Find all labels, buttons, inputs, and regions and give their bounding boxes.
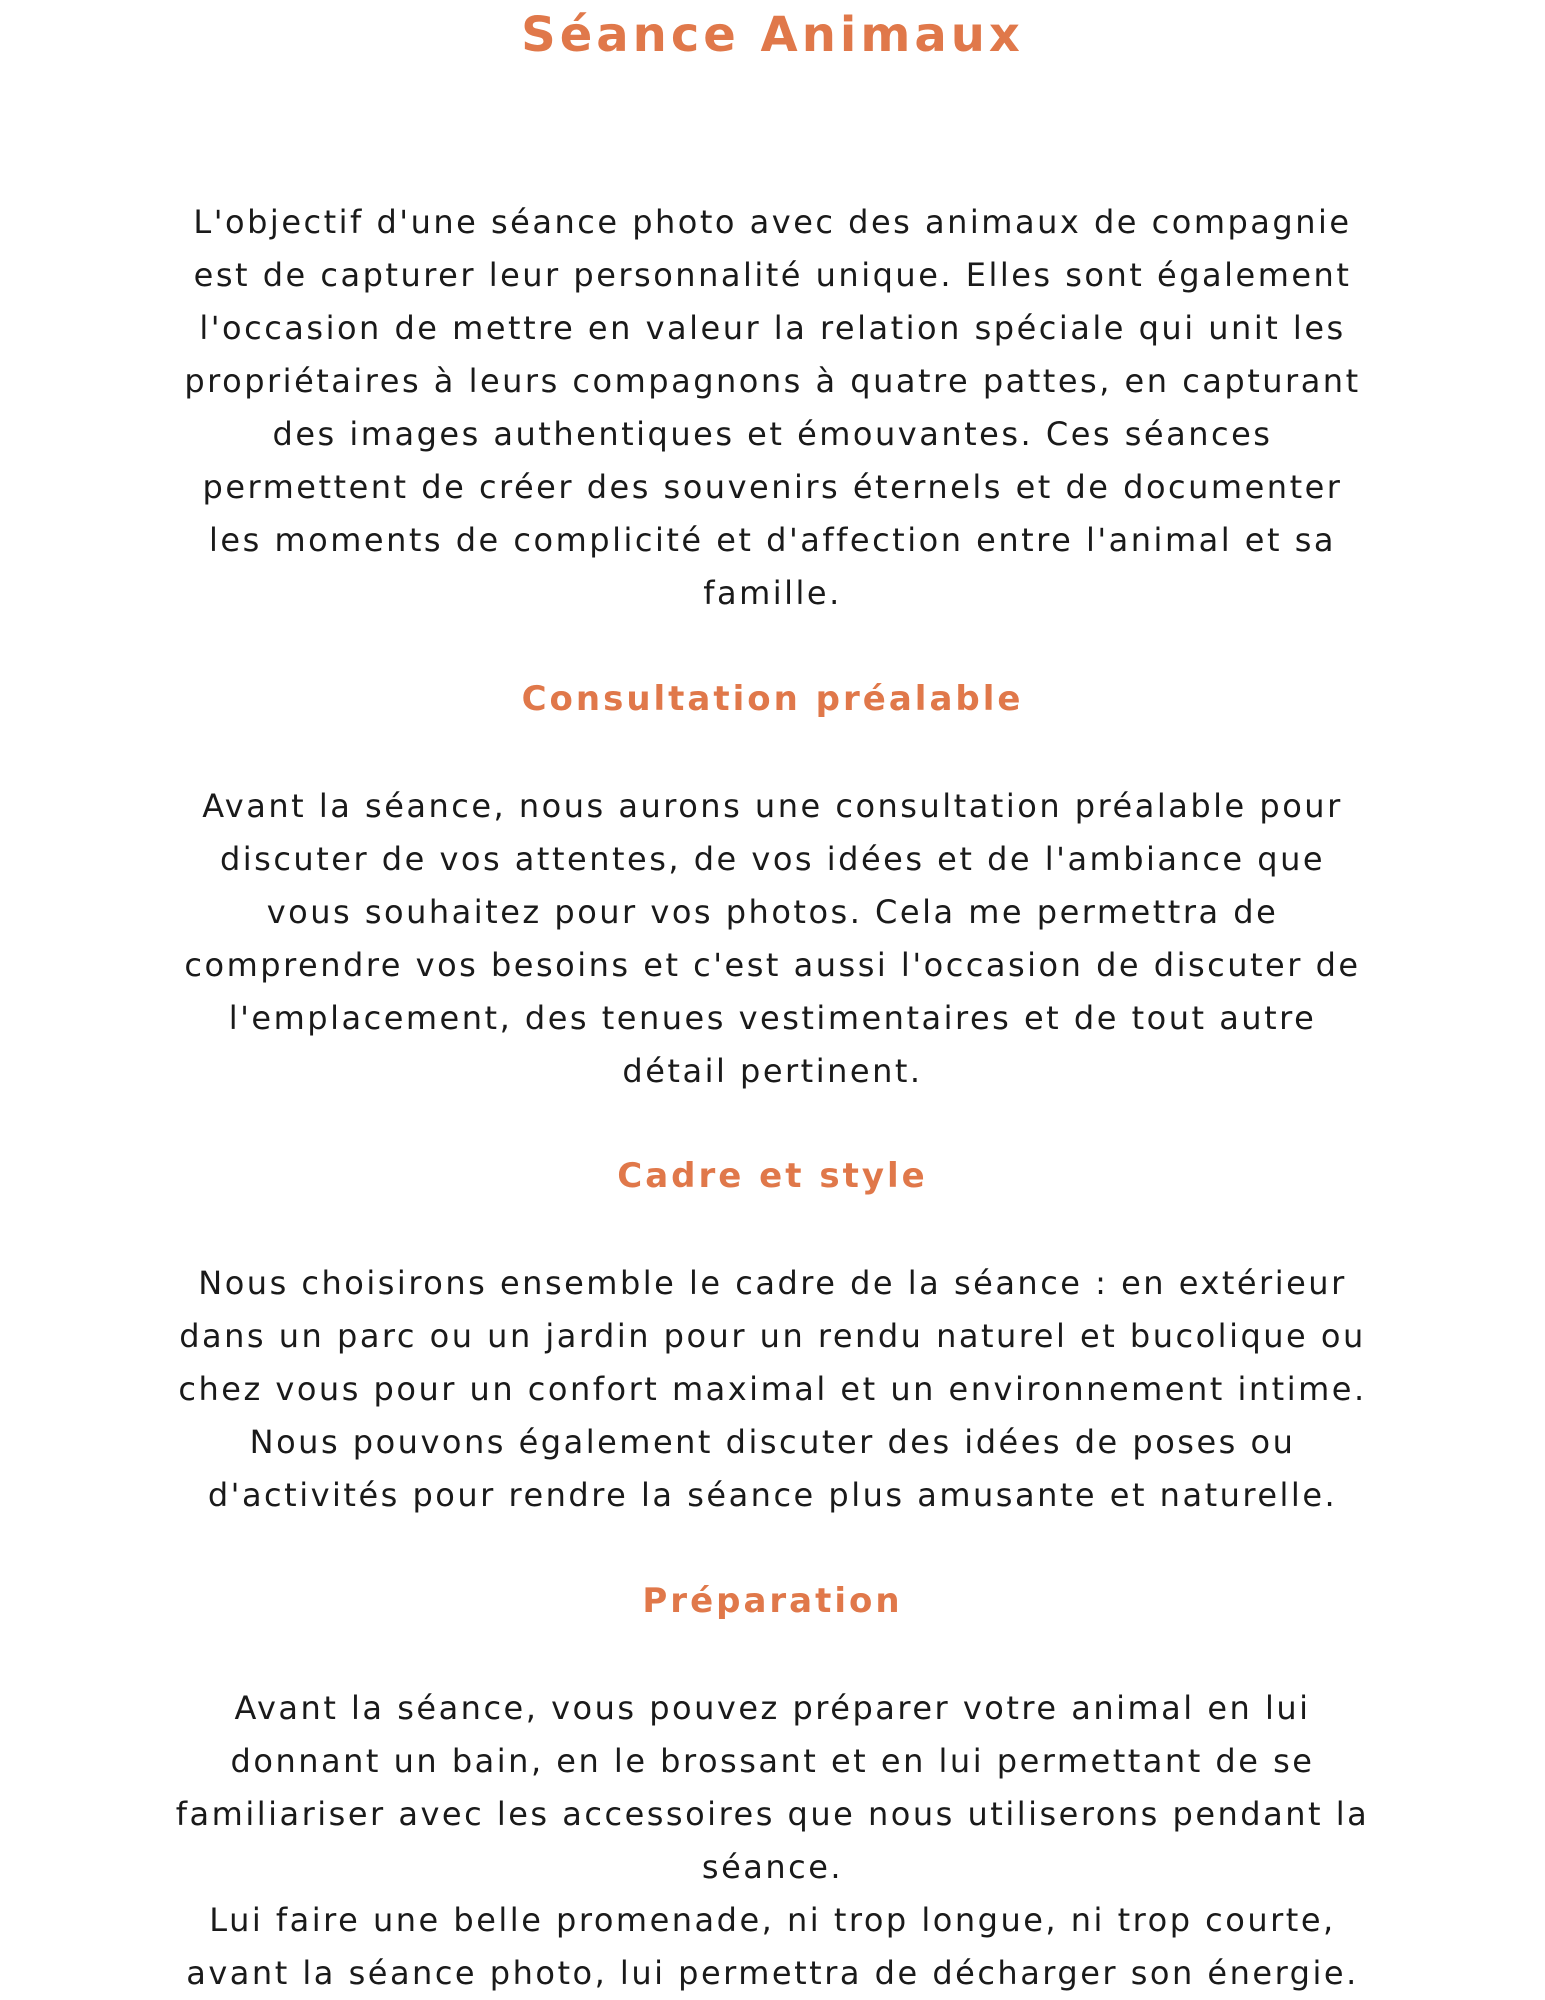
paragraph-line: familiariser avec les accessoires que nous utiliserons pendant la [175,1795,1370,1833]
paragraph-line: comprendre vos besoins et c'est aussi l'occasion de discuter de [184,946,1361,984]
paragraph-line: Nous pouvons également discuter des idées de poses ou [249,1423,1296,1461]
paragraph-line: L'objectif d'une séance photo avec des animaux de compagnie [193,203,1352,241]
paragraph-line: l'emplacement, des tenues vestimentaires et de tout autre [228,999,1317,1037]
intro-paragraph [150,196,1395,620]
section-paragraph-preparation [150,1682,1395,2000]
paragraph-line: est de capturer leur personnalité unique. Elles sont également [193,256,1352,294]
paragraph-line: d'activités pour rendre la séance plus amusante et naturelle. [207,1476,1338,1514]
paragraph-line: détail pertinent. [622,1052,923,1090]
paragraph-line: permettent de créer des souvenirs éternels et de documenter [202,468,1343,506]
paragraph-line: discuter de vos attentes, de vos idées et de l'ambiance que [219,840,1326,878]
paragraph-line: Avant la séance, vous pouvez préparer votre animal en lui [234,1689,1311,1727]
section-heading-consultation: Consultation préalable [521,679,1024,719]
page-title: Séance Animaux [521,7,1024,63]
paragraph-line: séance. [701,1848,844,1886]
paragraph-line: donnant un bain, en le brossant et en lui permettant de se [230,1742,1315,1780]
paragraph-line: les moments de complicité et d'affection entre l'animal et sa [209,521,1336,559]
paragraph-line: l'occasion de mettre en valeur la relation spéciale qui unit les [199,309,1346,347]
section-paragraph-cadre-style [150,1257,1395,1522]
paragraph-line: avant la séance photo, lui permettra de décharger son énergie. [186,1954,1359,1992]
paragraph-line: propriétaires à leurs compagnons à quatre pattes, en capturant [184,362,1361,400]
section-heading-preparation: Préparation [642,1581,903,1621]
section-heading-cadre-style: Cadre et style [617,1156,928,1196]
paragraph-line: famille. [703,574,842,612]
paragraph-line: des images authentiques et émouvantes. Ces séances [272,415,1273,453]
paragraph-line: Lui faire une belle promenade, ni trop longue, ni trop courte, [209,1901,1336,1939]
paragraph-line: Avant la séance, nous aurons une consultation préalable pour [202,787,1343,825]
paragraph-line: dans un parc ou un jardin pour un rendu naturel et bucolique ou [179,1317,1366,1355]
paragraph-line: Nous choisirons ensemble le cadre de la séance : en extérieur [198,1264,1347,1302]
paragraph-line: vous souhaitez pour vos photos. Cela me permettra de [266,893,1279,931]
section-paragraph-consultation [150,780,1395,1098]
paragraph-line: chez vous pour un confort maximal et un environnement intime. [178,1370,1367,1408]
